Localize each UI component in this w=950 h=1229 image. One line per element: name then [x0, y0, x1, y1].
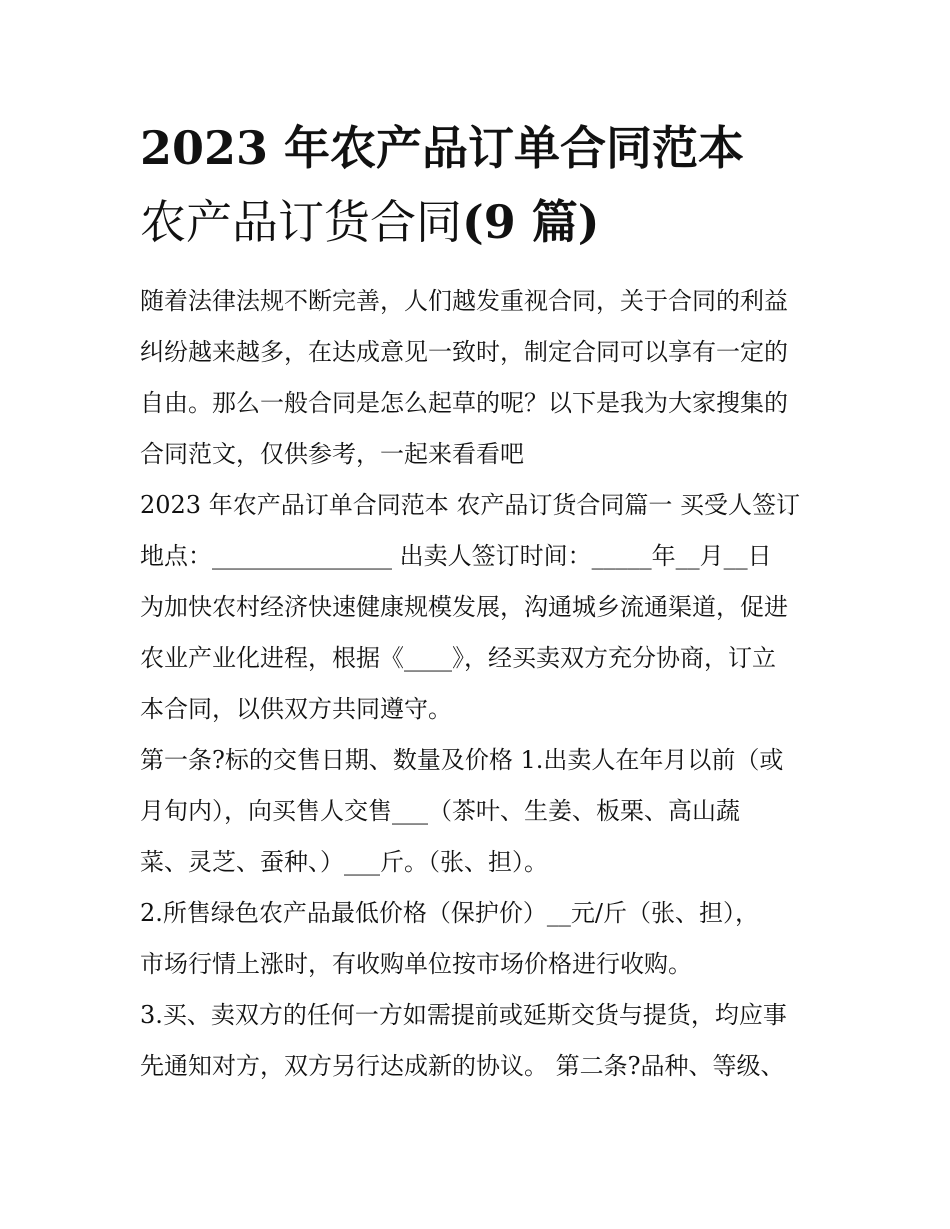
body-line: 菜、灵芝、蚕种、）___斤。（张、担）。: [140, 848, 548, 876]
body-line: 市场行情上涨时，有收购单位按市场价格进行收购。: [140, 950, 692, 978]
body-line: 随着法律法规不断完善，人们越发重视合同，关于合同的利益: [140, 287, 788, 315]
body-line: 纠纷越来越多，在达成意见一致时，制定合同可以享有一定的: [140, 338, 788, 366]
document-title-line2: [140, 192, 600, 252]
body-line: 合同范文，仅供参考，一起来看看吧: [140, 440, 524, 468]
body-line: 本合同，以供双方共同遵守。: [140, 695, 452, 723]
document-title-line2-text: 农产品订货合同: [140, 195, 462, 249]
body-line: 第一条?标的交售日期、数量及价格 1.出卖人在年月以前（或: [140, 746, 784, 774]
body-line: 农业产业化进程，根据《____》，经买卖双方充分协商，订立: [140, 644, 776, 672]
body-line: 3.买、卖双方的任何一方如需提前或延斯交货与提货，均应事: [140, 1001, 787, 1029]
document-title-line1: 2023 年农产品订单合同范本: [140, 121, 745, 175]
body-line: 月旬内），向买售人交售___（茶叶、生姜、板栗、高山蔬: [140, 797, 740, 825]
document-title-line2-count: (9 篇): [462, 195, 600, 249]
body-line: 2023 年农产品订单合同范本 农产品订货合同篇一 买受人签订: [140, 491, 800, 519]
body-line: 地点：_______________ 出卖人签订时间：_____年__月__日: [140, 542, 772, 570]
body-line: 自由。那么一般合同是怎么起草的呢？以下是我为大家搜集的: [140, 389, 788, 417]
document-body: [140, 276, 820, 1092]
body-line: 2.所售绿色农产品最低价格（保护价）__元/斤（张、担），: [140, 899, 759, 927]
body-line: 为加快农村经济快速健康规模发展，沟通城乡流通渠道，促进: [140, 593, 788, 621]
body-line: 先通知对方，双方另行达成新的协议。 第二条?品种、等级、: [140, 1052, 785, 1080]
